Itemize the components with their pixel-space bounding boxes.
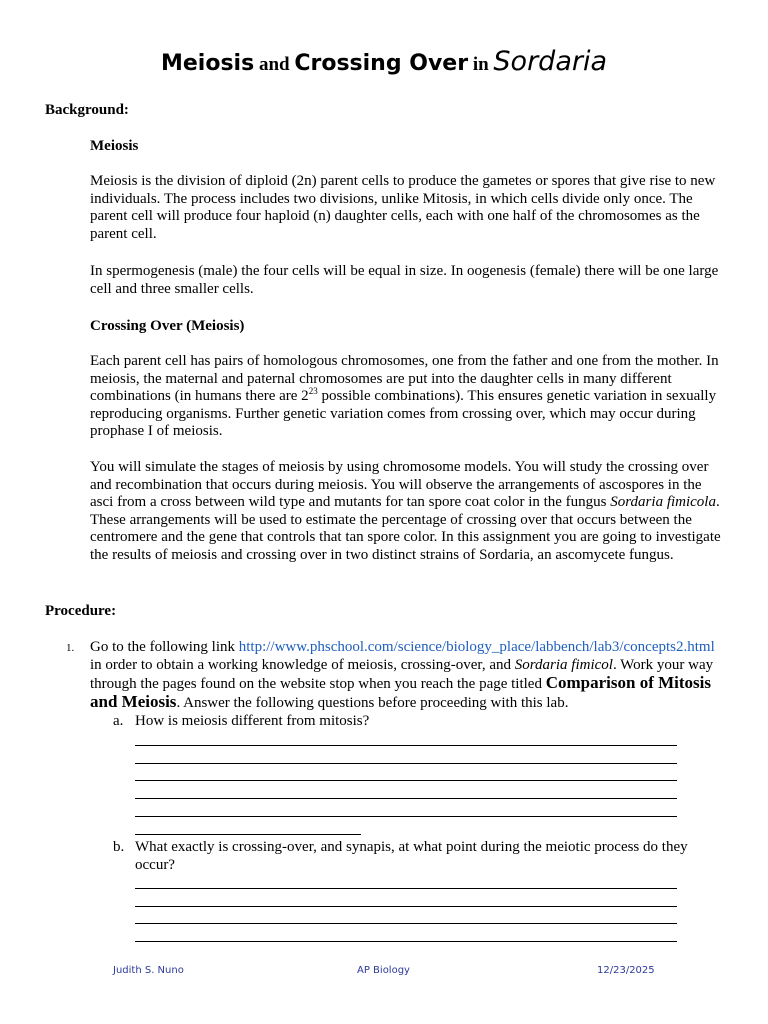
question-a-text: How is meiosis different from mitosis?	[135, 713, 370, 729]
question-b-label: b.	[113, 839, 125, 855]
crossing-over-heading: Crossing Over (Meiosis)	[90, 318, 245, 334]
footer-date: 12/23/2025	[597, 965, 655, 976]
meiosis-paragraph-1: Meiosis is the division of diploid (2n) parent cells to produce the gametes or spores that give rise to new individuals. The process includes two divisions, unlike Mitosis, in which cells divide only once. The parent cell will produce four haploid (n) daughter cells, each with one half of the chromosomes as the parent cell.	[90, 173, 716, 242]
page-title	[0, 46, 768, 77]
title-crossing-over: Crossing Over	[294, 51, 469, 76]
answer-line-a-6[interactable]	[135, 834, 361, 835]
footer-author: Judith S. Nuno	[113, 965, 184, 976]
exponent: 23	[308, 386, 318, 397]
title-and: and	[254, 54, 295, 75]
background-heading: Background:	[45, 102, 129, 118]
lab-bench-link[interactable]: http://www.phschool.com/science/biology_place/labbench/lab3/concepts2.html	[238, 639, 715, 655]
crossing-over-paragraph-1: Each parent cell has pairs of homologous chromosomes, one from the father and one from the mother. In meiosis, the maternal and paternal chromosomes are put into the daughter cells in many different combinations (in humans there are $2^{23}$ possible combinations). This ensures genetic variation in sexually reproducing organisms. Further genetic variation comes from crossing over, which may occur during prophase I of meiosis.	[90, 353, 719, 440]
title-in: in	[468, 54, 494, 75]
answer-line-b-1[interactable]	[135, 888, 677, 889]
title-sordaria: Sordaria	[493, 46, 608, 77]
answer-line-a-4[interactable]	[135, 798, 677, 799]
answer-line-b-2[interactable]	[135, 906, 677, 907]
meiosis-paragraph-2: In spermogenesis (male) the four cells will be equal in size. In oogenesis (female) there will be one large cell and three smaller cells.	[90, 263, 719, 297]
crossing-over-paragraph-2: You will simulate the stages of meiosis by using chromosome models. You will study the crossing over and recombination that occurs during meiosis. You will observe the arrangements of ascospores in the asci from a cross between wild type and mutants for tan spore coat color in the fungus Sordaria fimicola. These arrangements will be used to estimate the percentage of crossing over that occurs between the centromere and the gene that controls that tan spore color. In this assignment you are going to investigate the results of meiosis and crossing over in two distinct strains of Sordaria, an ascomycete fungus.	[90, 459, 721, 563]
procedure-step-1: Go to the following link http://www.phschool.com/science/biology_place/labbench/lab3/concepts2.html in order to obtain a working knowledge of meiosis, crossing-over, and Sordaria fimicol. Work your way through the pages found on the website stop when you reach the page titled Comparison of Mitosis and Meiosis. Answer the following questions before proceeding with this lab.	[90, 639, 715, 711]
question-a-label: a.	[113, 713, 124, 729]
answer-line-a-3[interactable]	[135, 780, 677, 781]
answer-line-a-1[interactable]	[135, 745, 677, 746]
procedure-heading: Procedure:	[45, 603, 117, 619]
list-number-1: 1.	[66, 642, 75, 654]
answer-line-b-3[interactable]	[135, 923, 677, 924]
title-meiosis: Meiosis	[160, 51, 255, 76]
answer-line-b-4[interactable]	[135, 941, 677, 942]
meiosis-heading: Meiosis	[90, 138, 139, 154]
footer-course: AP Biology	[357, 965, 410, 976]
page-title-reference: Comparison of Mitosis and Meiosis	[90, 673, 711, 711]
answer-line-a-2[interactable]	[135, 763, 677, 764]
question-b-text: What exactly is crossing-over, and synapis, at what point during the meiotic process do they occur?	[135, 839, 688, 873]
answer-line-a-5[interactable]	[135, 816, 677, 817]
species-name: Sordaria fimicola	[610, 494, 716, 511]
